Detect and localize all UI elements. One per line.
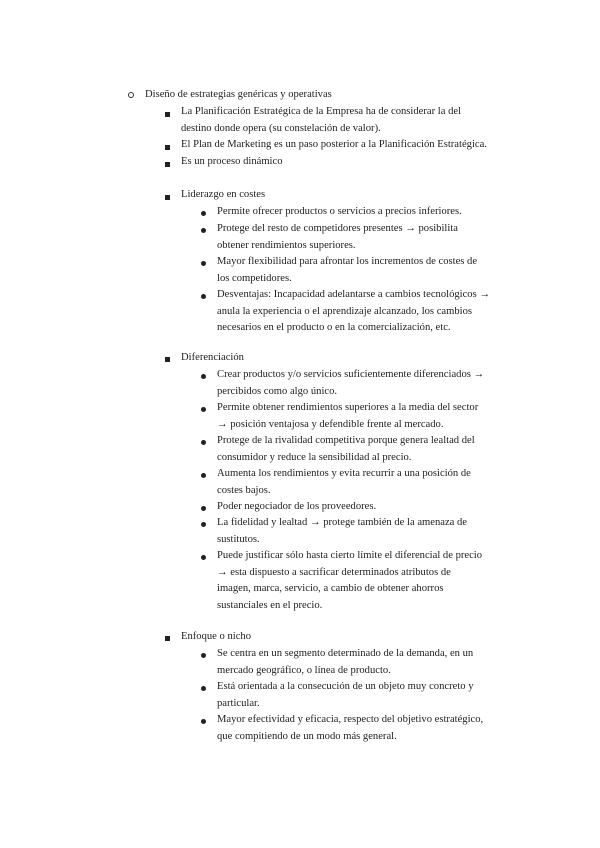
square-bullet-icon <box>165 357 170 362</box>
list-item-line: Protege del resto de competidores presentes → posibilita <box>217 223 458 234</box>
intro-item <box>181 137 487 154</box>
list-item-line: mercado geográfico, o línea de producto. <box>217 664 391 676</box>
section-title <box>181 350 244 367</box>
dot-bullet-icon <box>201 228 206 233</box>
list-item-line: costes bajos. <box>217 484 271 496</box>
dot-bullet-icon <box>201 506 206 511</box>
square-bullet-icon <box>165 112 170 117</box>
list-item <box>217 254 477 287</box>
square-bullet-icon <box>165 195 170 200</box>
list-item-line: Permite ofrecer productos o servicios a precios inferiores. <box>217 206 462 217</box>
intro-item <box>181 104 461 137</box>
section-title <box>181 629 251 646</box>
outline-title-text: Diseño de estrategias genéricas y operativas <box>145 89 332 100</box>
dot-bullet-icon <box>201 522 206 527</box>
list-item <box>217 646 473 679</box>
list-item <box>217 204 462 221</box>
list-item <box>217 466 471 499</box>
list-item-line: los competidores. <box>217 272 292 284</box>
list-item-line: Aumenta los rendimientos y evita recurrir a una posición de <box>217 468 471 479</box>
list-item <box>217 367 484 400</box>
list-item <box>217 548 482 614</box>
dot-bullet-icon <box>201 211 206 216</box>
dot-bullet-icon <box>201 555 206 560</box>
list-item <box>217 400 478 433</box>
list-item-line: que compitiendo de un modo más general. <box>217 730 397 742</box>
hollow-circle-bullet-icon <box>128 92 134 98</box>
dot-bullet-icon <box>201 440 206 445</box>
list-item-line: sustitutos. <box>217 533 260 545</box>
list-item <box>217 679 474 712</box>
list-item-line: Se centra en un segmento determinado de la demanda, en un <box>217 648 474 659</box>
list-item-line: Desventajas: Incapacidad adelantarse a cambios tecnológicos → <box>217 289 490 300</box>
list-item <box>217 499 376 516</box>
list-item-line: Crear productos y/o servicios suficientemente diferenciados → <box>217 369 485 380</box>
list-item-line: Está orientada a la consecución de un objeto muy concreto y <box>217 681 474 692</box>
intro-item-line: destino donde opera (su constelación de valor). <box>181 122 381 134</box>
dot-bullet-icon <box>201 407 206 412</box>
list-item-line: → posición ventajosa y defendible frente al mercado. <box>217 418 444 430</box>
list-item <box>217 515 467 548</box>
intro-item-line: El Plan de Marketing es un paso posterior a la Planificación Estratégica. <box>181 139 487 150</box>
dot-bullet-icon <box>201 653 206 658</box>
list-item <box>217 221 458 254</box>
list-item-line: La fidelidad y lealtad → protege también de la amenaza de <box>217 517 468 528</box>
section-title <box>181 187 265 204</box>
list-item <box>217 287 490 337</box>
list-item-line: sustanciales en el precio. <box>217 599 323 611</box>
square-bullet-icon <box>165 145 170 150</box>
dot-bullet-icon <box>201 261 206 266</box>
dot-bullet-icon <box>201 294 206 299</box>
list-item-line: Protege de la rivalidad competitiva porque genera lealtad del <box>217 435 475 446</box>
list-item-line: → esta dispuesto a sacrificar determinados atributos de <box>217 566 451 578</box>
section-title-text: Diferenciación <box>181 352 244 363</box>
dot-bullet-icon <box>201 719 206 724</box>
intro-item-line: Es un proceso dinámico <box>181 156 283 167</box>
list-item-line: obtener rendimientos superiores. <box>217 239 356 251</box>
list-item-line: particular. <box>217 697 260 709</box>
square-bullet-icon <box>165 162 170 167</box>
section-title-text: Enfoque o nicho <box>181 631 252 642</box>
list-item-line: imagen, marca, servicio, a cambio de obtener ahorros <box>217 583 444 595</box>
intro-item-line: La Planificación Estratégica de la Empresa ha de considerar la del <box>181 106 462 117</box>
dot-bullet-icon <box>201 686 206 691</box>
list-item-line: anula la experiencia o el aprendizaje alcanzado, los cambios <box>217 305 473 317</box>
dot-bullet-icon <box>201 473 206 478</box>
list-item-line: Mayor flexibilidad para afrontar los incrementos de costes de <box>217 256 478 267</box>
list-item <box>217 433 475 466</box>
list-item-line: percibidos como algo único. <box>217 385 338 397</box>
list-item-line: Mayor efectividad y eficacia, respecto del objetivo estratégico, <box>217 714 484 725</box>
list-item-line: Puede justificar sólo hasta cierto límite el diferencial de precio <box>217 550 483 561</box>
list-item <box>217 712 483 745</box>
list-item-line: Permite obtener rendimientos superiores a la media del sector <box>217 402 479 413</box>
square-bullet-icon <box>165 636 170 641</box>
intro-item <box>181 154 283 171</box>
outline-title <box>145 87 332 104</box>
list-item-line: Poder negociador de los proveedores. <box>217 501 377 512</box>
list-item-line: consumidor y reduce la sensibilidad al precio. <box>217 451 412 463</box>
dot-bullet-icon <box>201 374 206 379</box>
list-item-line: necesarios en el producto o en la comercialización, etc. <box>217 322 451 334</box>
section-title-text: Liderazgo en costes <box>181 189 266 200</box>
